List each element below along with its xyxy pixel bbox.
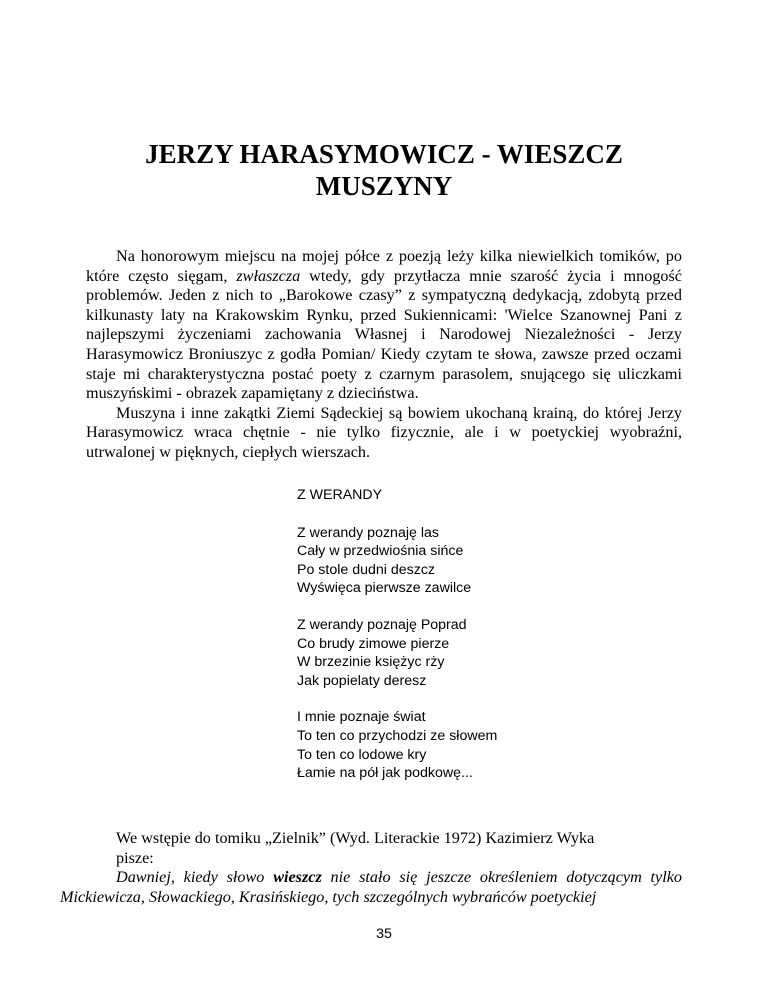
poem-line: I mnie poznaje świat	[297, 709, 426, 726]
page-number: 35	[376, 926, 392, 942]
poem-stanza-1	[297, 524, 497, 598]
outro-section	[60, 829, 683, 907]
quote-text-a: Dawniej, kiedy słowo	[116, 868, 274, 887]
intro-p1-text-b: wtedy, gdy przytłacza mnie szarość życia i mnogość problemów. Jeden z nich to „Barokowe czasy” z sympatyczną dedykacją, zdobytą przed kilkunasty laty na Krakowskim Rynku, przed Sukiennicami: 'Wielce Szanownej Pani z najlepszymi życzeniami zachowania Własnej i Narodowej Niezależności - Jerzy Harasymowicz Broniuszyc z godła Pomian/ Kiedy czytam te słowa, zawsze przed oczami staje mi charakterystyczna postać poety z czarnym parasolem, snującego się uliczkami muszyńskimi - obrazek zapamiętany z dzieciństwa.	[86, 266, 682, 403]
poem-line: Po stole dudni deszcz	[297, 561, 436, 578]
page-title	[60, 138, 708, 202]
poem-line: Z werandy poznaję Poprad	[297, 616, 467, 633]
intro-section	[86, 247, 682, 463]
wyka-intro: We wstępie do tomiku „Zielnik” (Wyd. Literackie 1972) Kazimierz Wyka pisze:	[116, 829, 595, 867]
poem	[297, 486, 497, 801]
poem-line: Cały w przedwiośnia sińce	[297, 543, 464, 560]
poem-line: Co brudy zimowe pierze	[297, 635, 450, 652]
intro-p1-text-a: Na honorowym miejscu na mojej półce z poezją leży kilka niewielkich tomików, po które często sięgam,	[86, 247, 682, 285]
poem-stanza-2	[297, 616, 497, 690]
poem-line: Z werandy poznaję las	[297, 524, 439, 541]
poem-line: Łamie na pół jak podkowę...	[297, 765, 473, 782]
title-line-2: MUSZYNY	[315, 171, 453, 201]
intro-paragraph-1	[86, 247, 682, 404]
poem-title: Z WERANDY	[297, 487, 383, 503]
quote-text-b: nie stało się jeszcze określeniem dotyczącym tylko Mickiewicza, Słowackiego, Krasińskiego, tych szczególnych wybrańców poetyckiej	[60, 868, 683, 906]
poem-line: Wyświęca pierwsze zawilce	[297, 580, 472, 597]
poem-line: Jak popielaty deresz	[297, 672, 427, 689]
wyka-quote	[60, 868, 682, 907]
poem-stanza-3	[297, 708, 497, 782]
poem-line: W brzezinie księżyc rży	[297, 654, 445, 671]
poem-line: To ten co przychodzi ze słowem	[297, 727, 498, 744]
quote-bold-word: wieszcz	[273, 868, 322, 887]
title-line-1: JERZY HARASYMOWICZ - WIESZCZ	[145, 139, 623, 169]
intro-paragraph-2: Muszyna i inne zakątki Ziemi Sądeckiej są bowiem ukochaną krainą, do której Jerzy Harasymowicz wraca chętnie - nie tylko fizycznie, ale i w poetyckiej wyobraźni, utrwalonej w pięknych, ciepłych wierszach.	[86, 403, 682, 461]
intro-p1-emphasis: zwłaszcza	[236, 266, 301, 285]
poem-line: To ten co lodowe kry	[297, 746, 427, 763]
